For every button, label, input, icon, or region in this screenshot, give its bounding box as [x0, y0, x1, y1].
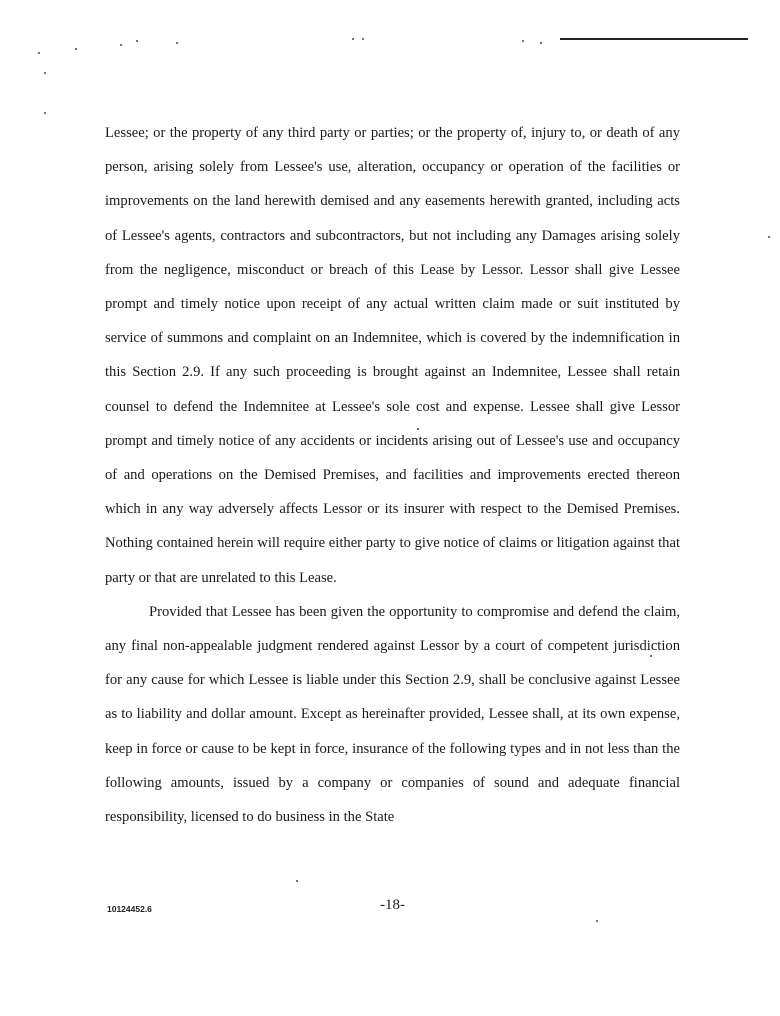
- document-body: [105, 116, 680, 834]
- paragraph: Lessee; or the property of any third party or parties; or the property of, injury to, or death of any person, arising solely from Lessee's use, alteration, occupancy or operation of the facilities or improvements on the land herewith demised and any easements herewith granted, including acts of Lessee's agents, contractors and subcontractors, but not including any Damages arising solely from the negligence, misconduct or breach of this Lease by Lessor. Lessor shall give Lessee prompt and timely notice upon receipt of any actual written claim made or suit instituted by service of summons and complaint on an Indemnitee, which is covered by the indemnification in this Section 2.9. If any such proceeding is brought against an Indemnitee, Lessee shall retain counsel to defend the Indemnitee at Lessee's sole cost and expense. Lessee shall give Lessor prompt and timely notice of any accidents or incidents arising out of Lessee's use and occupancy of and operations on the Demised Premises, and facilities and improvements erected thereon which in any way adversely affects Lessor or its insurer with respect to the Demised Premises. Nothing contained herein will require either party to give notice of claims or litigation against that party or that are unrelated to this Lease.: [105, 125, 680, 586]
- scan-speck: [596, 920, 598, 922]
- document-id: 10124452.6: [107, 904, 152, 914]
- scan-speck: [75, 48, 77, 50]
- scan-speck: [296, 880, 298, 882]
- scan-header-rule: [560, 38, 748, 40]
- scan-speck: [120, 44, 122, 46]
- scan-speck: [522, 40, 524, 42]
- scan-speck: [176, 42, 178, 44]
- scan-speck: [136, 40, 138, 42]
- scan-speck: [44, 72, 46, 74]
- scan-speck: [362, 38, 364, 40]
- scan-speck: [44, 112, 46, 114]
- paragraph: Provided that Lessee has been given the opportunity to compromise and defend the claim, any final non-appealable judgment rendered against Lessor by a court of competent jurisdiction for any cause for which Lessee is liable under this Section 2.9, shall be conclusive against Lessee as to liability and dollar amount. Except as hereinafter provided, Lessee shall, at its own expense, keep in force or cause to be kept in force, insurance of the following types and in not less than the following amounts, issued by a company or companies of sound and adequate financial responsibility, licensed to do business in the State: [105, 603, 680, 826]
- scan-speck: [768, 236, 770, 238]
- scan-speck: [352, 38, 354, 40]
- scan-speck: [540, 42, 542, 44]
- page-number: -18-: [380, 897, 405, 913]
- scan-speck: [38, 52, 40, 54]
